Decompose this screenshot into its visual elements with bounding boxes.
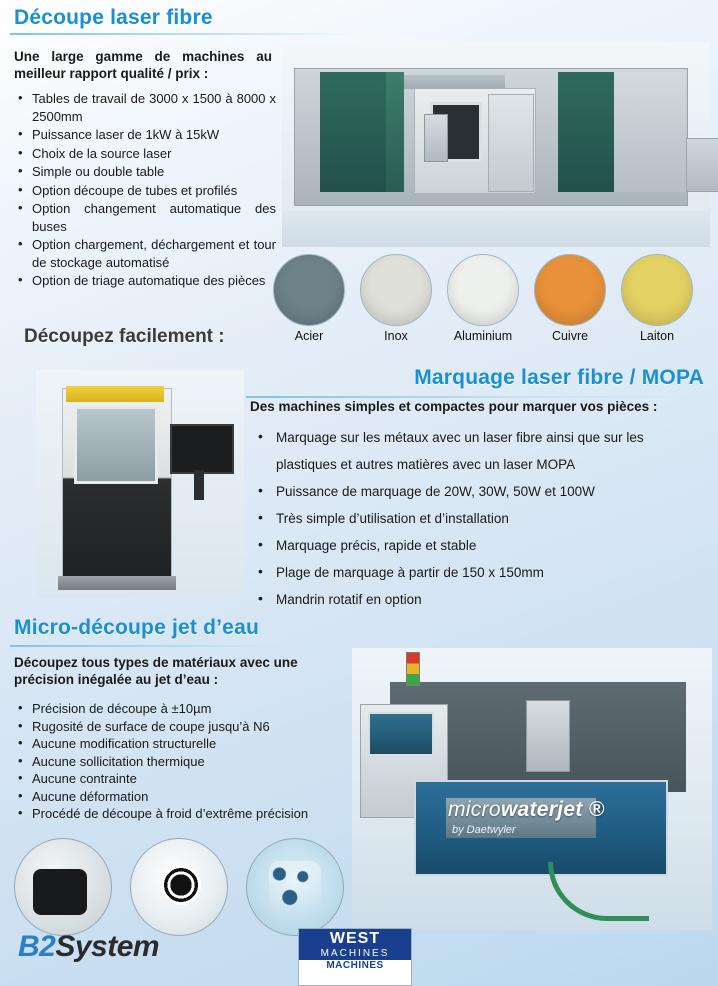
material-swatch <box>447 254 519 326</box>
list-item: • Option de triage automatique des pièces <box>14 272 276 290</box>
marking-monitor-stand <box>194 470 204 500</box>
machine-green-strip <box>386 72 404 192</box>
list-item: • Plage de marquage à partir de 150 x 150mm <box>250 559 706 586</box>
photo-floor <box>282 211 710 247</box>
west-logo-line3: MACHINES <box>326 960 384 971</box>
laser-feature-list <box>14 90 276 291</box>
machine-exchange-table <box>686 138 718 192</box>
waterjet-machine-photo <box>352 648 712 930</box>
material-swatch <box>534 254 606 326</box>
list-item: • Procédé de découpe à froid d’extrême précision <box>14 805 362 823</box>
material-swatch <box>273 254 345 326</box>
marking-viewing-window <box>74 406 158 484</box>
marking-machine-base <box>58 576 176 590</box>
marking-cabinet-top-band <box>66 386 164 402</box>
machine-green-panel-right <box>558 72 614 192</box>
sample-part-photo <box>246 838 344 936</box>
section-title-micro-decoupe: Micro-découpe jet d’eau <box>14 616 259 639</box>
list-item: • Aucune sollicitation thermique <box>14 753 362 771</box>
list-item: • Marquage précis, rapide et stable <box>250 532 706 559</box>
material-label: Aluminium <box>453 329 513 343</box>
b2-system-logo <box>18 930 159 964</box>
micro-feature-list <box>14 700 362 823</box>
material-swatch <box>360 254 432 326</box>
marquage-intro-text: Des machines simples et compactes pour marquer vos pièces : <box>250 399 658 414</box>
section-divider-micro <box>10 645 362 647</box>
list-item: • Simple ou double table <box>14 163 276 181</box>
materials-heading: Découpez facilement : <box>24 326 225 347</box>
material-swatch-row <box>272 254 710 352</box>
waterjet-brand-suffix: waterjet ® <box>500 798 605 821</box>
machine-green-panel-left <box>320 72 386 192</box>
laser-cutting-machine-photo <box>282 42 710 247</box>
b2-system-prefix: B2 <box>18 930 56 963</box>
marking-machine-photo <box>36 370 244 598</box>
material-inox <box>359 254 433 343</box>
list-item: • Option chargement, déchargement et tour de stockage automatisé <box>14 236 276 271</box>
material-acier <box>272 254 346 343</box>
west-logo-line2: MACHINES <box>299 948 411 960</box>
waterjet-brand-sub: by Daetwyler <box>452 824 516 836</box>
material-label: Cuivre <box>551 329 589 343</box>
machine-door <box>488 94 534 192</box>
b2-system-text: System <box>55 930 160 963</box>
material-label: Laiton <box>639 329 675 343</box>
waterjet-brand-prefix: micro <box>448 798 501 821</box>
section-title-marquage: Marquage laser fibre / MOPA <box>414 366 704 389</box>
machine-right-body <box>614 72 686 192</box>
material-laiton <box>620 254 694 343</box>
signal-tower-icon <box>406 652 420 686</box>
material-swatch <box>621 254 693 326</box>
list-item: • Très simple d’utilisation et d’installation <box>250 505 706 532</box>
list-item: • Aucune contrainte <box>14 770 362 788</box>
list-item: • Choix de la source laser <box>14 145 276 163</box>
list-item: • Option changement automatique des buses <box>14 200 276 235</box>
list-item: • Marquage sur les métaux avec un laser fibre ainsi que sur les plastiques et autres matières avec un laser MOPA <box>250 424 706 478</box>
list-item: • Précision de découpe à ±10µm <box>14 700 362 718</box>
waterjet-cutting-head <box>526 700 570 772</box>
marquage-feature-list <box>250 424 706 613</box>
laser-intro-text: Une large gamme de machines au meilleur rapport qualité / prix : <box>14 49 272 81</box>
waterjet-hose <box>548 862 649 921</box>
sample-part-photo <box>14 838 112 936</box>
material-aluminium <box>446 254 520 343</box>
list-item: • Rugosité de surface de coupe jusqu’à N6 <box>14 718 362 736</box>
list-item: • Puissance de marquage de 20W, 30W, 50W et 100W <box>250 478 706 505</box>
list-item: • Puissance laser de 1kW à 15kW <box>14 126 276 144</box>
material-cuivre <box>533 254 607 343</box>
marking-monitor <box>170 424 234 474</box>
waterjet-control-screen <box>368 712 434 756</box>
list-item: • Tables de travail de 3000 x 1500 à 8000 x 2500mm <box>14 90 276 125</box>
micro-intro-text: Découpez tous types de matériaux avec une précision inégalée au jet d’eau : <box>14 655 298 687</box>
list-item: • Option découpe de tubes et profilés <box>14 182 276 200</box>
list-item: • Aucune modification structurelle <box>14 735 362 753</box>
section-title-laser: Découpe laser fibre <box>14 6 213 29</box>
sample-part-photo <box>130 838 228 936</box>
material-label: Acier <box>294 329 324 343</box>
west-machines-logo <box>298 928 412 986</box>
list-item: • Aucune déformation <box>14 788 362 806</box>
machine-control-pendant <box>424 114 448 162</box>
material-label: Inox <box>384 329 408 343</box>
waterjet-brand-logo <box>448 798 605 822</box>
sample-parts-row <box>8 838 348 938</box>
list-item: • Mandrin rotatif en option <box>250 586 706 613</box>
section-divider-laser <box>10 33 356 35</box>
west-logo-line1: WEST <box>299 929 411 948</box>
